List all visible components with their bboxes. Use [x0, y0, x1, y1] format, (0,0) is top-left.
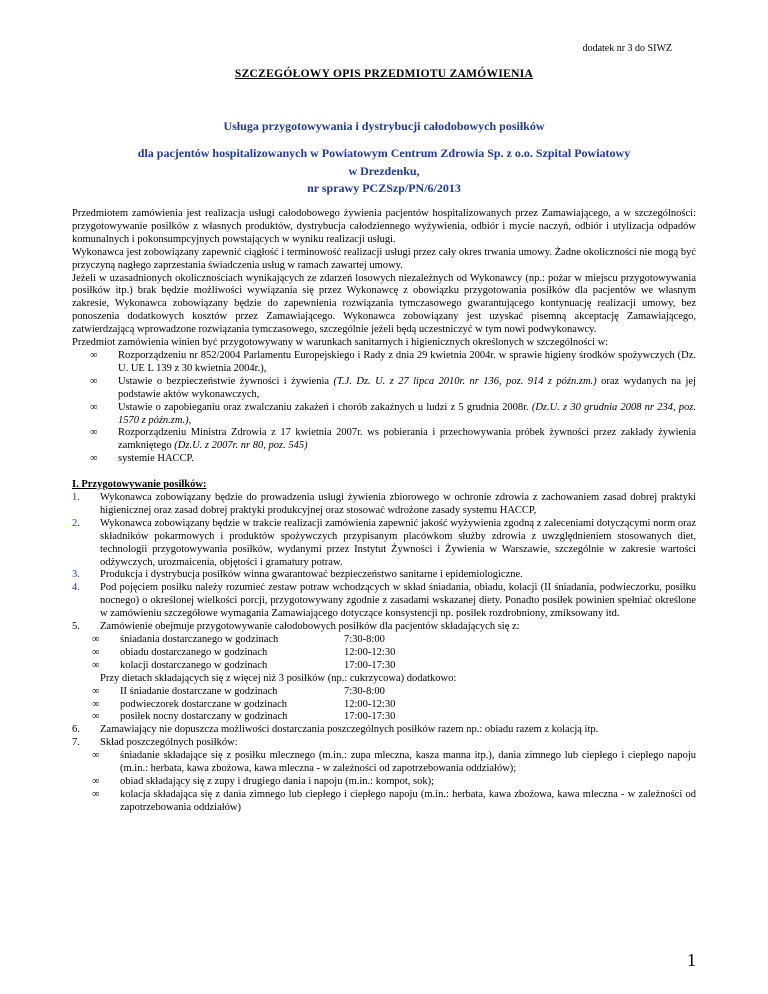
- intro-paragraph: Przedmiotem zamówienia jest realizacja usługi całodobowego żywienia pacjentów hospitalizowanych przez Zamawiającego, a w szczególności: przygotowywanie posiłków z własnych produktów, dystrybucja całodziennego wyżywienia, odbiór i mycie naczyń, odbiór i utylizacja odpadów komunalnych i pokonsumpcyjnych powstających w wyniku realizacji usługi.: [72, 208, 696, 245]
- section-heading: I. Przygotowywanie posiłków:: [72, 479, 207, 491]
- numbered-item: 4. Pod pojęciem posiłku należy rozumieć zestaw potraw wchodzących w skład śniadania, obiadu, kolacji (II śniadania, podwieczorku, posiłku nocnego) o określonej wielkości porcji, przygotowywany zgodnie z zasadami wskazanej diety. Ponadto posiłek powinien spełniać określone w zamówieniu szczegółowe wymagania Zamawiającego dotyczące konsystencji np. posiłek rozdrobniony, zmiksowany itd.: [72, 582, 696, 620]
- meal-item: ∞ posiłek nocny dostarczany w godzinach 17:00-17:30: [72, 711, 696, 724]
- page-number: 1: [687, 950, 696, 970]
- extra-meal-schedule-list: [72, 686, 696, 725]
- numbered-item: 5. Zamówienie obejmuje przygotowywanie całodobowych posiłków dla pacjentów składających się z:: [72, 621, 520, 633]
- subtitle-line-3: w Drezdenku,: [348, 164, 420, 178]
- meal-item: ∞ podwieczorek dostarczane w godzinach 12:00-12:30: [72, 699, 696, 712]
- main-title: SZCZEGÓŁOWY OPIS PRZEDMIOTU ZAMÓWIENIA: [234, 68, 534, 80]
- regulation-item: ∞ systemie HACCP.: [72, 453, 696, 466]
- regulation-item: ∞ Ustawie o zapobieganiu oraz zwalczaniu zakażeń i chorób zakaźnych u ludzi z 5 grudnia 2008r. (Dz.U. z 30 grudnia 2008 nr 234, poz. 1570 z późn.zm.),: [72, 402, 696, 428]
- numbered-item: 2. Wykonawca zobowiązany będzie w trakcie realizacji zamówienia zapewnić jakość wyżywienia zgodną z zaleceniami dotyczącymi norm oraz składników pokarmowych i produktów spożywczych przypisanym placówkom służby zdrowia z uwzględnieniem stosowanych diet, technologii przygotowywania posiłków, wydanymi przez Instytut Żywności i Żywienia w Warszawie, szczególnie w zakresie wartości odżywczych, urozmaicenia, objętości i gramatury potraw.: [72, 517, 696, 568]
- subtitle-line-4: nr sprawy PCZSzp/PN/6/2013: [307, 181, 461, 195]
- meal-schedule-list: [72, 634, 696, 673]
- meal-item: ∞ śniadania dostarczanego w godzinach 7:30-8:00: [72, 634, 696, 647]
- meal-item: ∞ kolacji dostarczanego w godzinach 17:00-17:30: [72, 660, 696, 673]
- intro-paragraph: Przedmiot zamówienia winien być przygotowywany w warunkach sanitarnych i higienicznych określonych w szczególności w:: [72, 337, 609, 349]
- numbered-item: 1. Wykonawca zobowiązany będzie do prowadzenia usługi żywienia zbiorowego w ochronie zdrowia z zachowaniem zasad dobrej praktyki higienicznej oraz zasad dobrej praktyki produkcyjnej oraz stosować wdrożone zasady systemu HACCP,: [72, 492, 696, 516]
- regulation-item: ∞ Ustawie o bezpieczeństwie żywności i żywienia (T.J. Dz. U. z 27 lipca 2010r. nr 136, poz. 914 z późn.zm.) oraz wydanych na jej podstawie aktów wykonawczych,: [72, 376, 696, 402]
- document-body: [72, 208, 696, 815]
- subtitle-line-1: Usługa przygotowywania i dystrybucji całodobowych posiłków: [223, 119, 545, 133]
- regulations-list: [72, 350, 696, 466]
- regulation-item: ∞ Rozporządzeniu nr 852/2004 Parlamentu Europejskiego i Rady z dnia 29 kwietnia 2004r. w sprawie higieny środków spożywczych (Dz. U. UE L 139 z 30 kwietnia 2004r.),: [72, 350, 696, 376]
- numbered-item: 6. Zamawiający nie dopuszcza możliwości dostarczania poszczególnych posiłków razem np.: obiadu razem z kolacją itp.: [72, 724, 599, 736]
- numbered-item: 7. Skład poszczególnych posiłków:: [72, 737, 238, 749]
- meal-item: ∞ obiadu dostarczanego w godzinach 12:00-12:30: [72, 647, 696, 660]
- intro-paragraph: Wykonawca jest zobowiązany zapewnić ciągłość i terminowość realizacji usługi przez cały okres trwania umowy. Żadne okoliczności nie mogą być przyczyną nagłego zaprzestania świadczenia usług w ramach zawartej umowy.: [72, 246, 696, 271]
- regulation-item: ∞ Rozporządzeniu Ministra Zdrowia z 17 kwietnia 2007r. ws pobierania i przechowywania próbek żywności przez zakłady żywienia zamkniętego (Dz.U. z 2007r. nr 80, poz. 545): [72, 427, 696, 453]
- subtitle-line-2: dla pacjentów hospitalizowanych w Powiatowym Centrum Zdrowia Sp. z o.o. Szpital Powiatowy: [137, 146, 631, 160]
- meal-component-item: ∞ kolacja składająca się z dania zimnego lub ciepłego i ciepłego napoju (m.in.: herbata, kawa zbożowa, kawa mleczna - w zależności od zapotrzebowania oddziałów): [72, 789, 696, 815]
- diet-note: Przy dietach składających się z więcej niż 3 posiłków (np.: cukrzycowa) dodatkowo:: [100, 672, 457, 684]
- meal-component-item: ∞ śniadanie składające się z posiłku mlecznego (m.in.: zupa mleczna, kasza manna itp.), dania zimnego lub ciepłego i ciepłego napoju (m.in.: herbata, kawa zbożowa, kawa mleczna - w zależności od zapotrzebowania oddziałów);: [72, 750, 696, 776]
- header-note: dodatek nr 3 do SIWZ: [582, 43, 672, 54]
- meal-item: ∞ II śniadanie dostarczane w godzinach 7:30-8:00: [72, 686, 696, 699]
- meal-component-item: ∞ obiad składający się z zupy i drugiego dania i napoju (m.in.: kompot, sok);: [72, 776, 696, 789]
- meal-components-list: [72, 750, 696, 815]
- intro-paragraph: Jeżeli w uzasadnionych okolicznościach wynikających ze zdarzeń losowych niezależnych od Wykonawcy (np.: pożar w miejscu przygotowywania posiłków itp.) brak będzie możliwości wywiązania się przez Wykonawcę z obowiązku przygotowania posiłków dla pacjentów we własnym zakresie, Wykonawca zobowiązany będzie do zapewnienia rozwiązania tymczasowego gwarantującego kontynuację realizacji umowy, bez ponoszenia dodatkowych kosztów przez Zamawiającego. Wykonawca zobowiązany jest uzyskać pisemną akceptację Zamawiającego, zatwierdzającą wprowadzone rozwiązania tymczasowego, szczególnie jeżeli będą uczestniczyć w tym nowi podwykonawcy.: [72, 272, 696, 336]
- numbered-item: 3. Produkcja i dystrybucja posiłków winna gwarantować bezpieczeństwo sanitarne i epidemiologiczne.: [72, 569, 523, 581]
